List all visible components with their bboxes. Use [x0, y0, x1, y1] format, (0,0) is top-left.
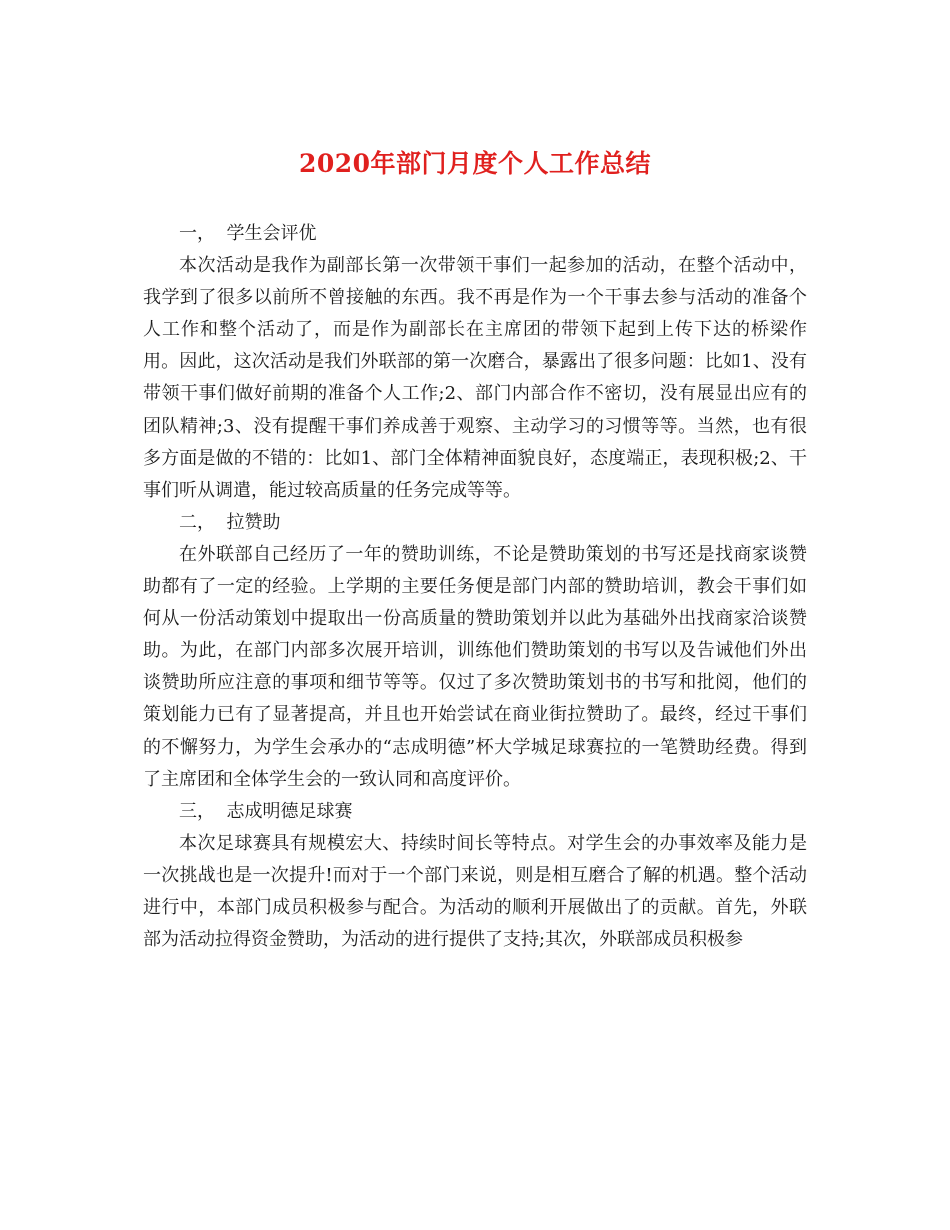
- document-body: [143, 218, 807, 956]
- section-heading-3: 三， 志成明德足球赛: [179, 800, 353, 822]
- section-paragraph-3: 本次足球赛具有规模宏大、持续时间长等特点。对学生会的办事效率及能力是一次挑战也是一次提升!而对于一个部门来说，则是相互磨合了解的机遇。整个活动进行中，本部门成员积极参与配合。为活动的顺利开展做出了的贡献。首先，外联部为活动拉得资金赞助，为活动的进行提供了支持;其次，外联部成员积极参: [143, 832, 807, 951]
- section-heading-2: 二， 拉赞助: [179, 511, 281, 533]
- section-heading-1: 一， 学生会评优: [179, 223, 317, 244]
- section-paragraph-2: 在外联部自己经历了一年的赞助训练，不论是赞助策划的书写还是找商家谈赞助都有了一定的经验。上学期的主要任务便是部门内部的赞助培训，教会干事们如何从一份活动策划中提取出一份高质量的赞助策划并以此为基础外出找商家洽谈赞助。为此，在部门内部多次展开培训，训练他们赞助策划的书写以及告诫他们外出谈赞助所应注意的事项和细节等等。仅过了多次赞助策划书的书写和批阅，他们的策划能力已有了显著提高，并且也开始尝试在商业街拉赞助了。最终，经过干事们的不懈努力，为学生会承办的“志成明德”杯大学城足球赛拉的一笔赞助经费。得到了主席团和全体学生会的一致认同和高度评价。: [143, 543, 807, 790]
- section-paragraph-1: 本次活动是我作为副部长第一次带领干事们一起参加的活动，在整个活动中，我学到了很多以前所不曾接触的东西。我不再是作为一个干事去参与活动的准备个人工作和整个活动了，而是作为副部长在主席团的带领下起到上传下达的桥梁作用。因此，这次活动是我们外联部的第一次磨合，暴露出了很多问题：比如1、没有带领干事们做好前期的准备个人工作;2、部门内部合作不密切，没有展显出应有的团队精神;3、没有提醒干事们养成善于观察、主动学习的习惯等等。当然，也有很多方面是做的不错的：比如1、部门全体精神面貌良好，态度端正，表现积极;2、干事们听从调遣，能过较高质量的任务完成等等。: [143, 255, 807, 501]
- document-title: 2020年部门月度个人工作总结: [298, 149, 652, 178]
